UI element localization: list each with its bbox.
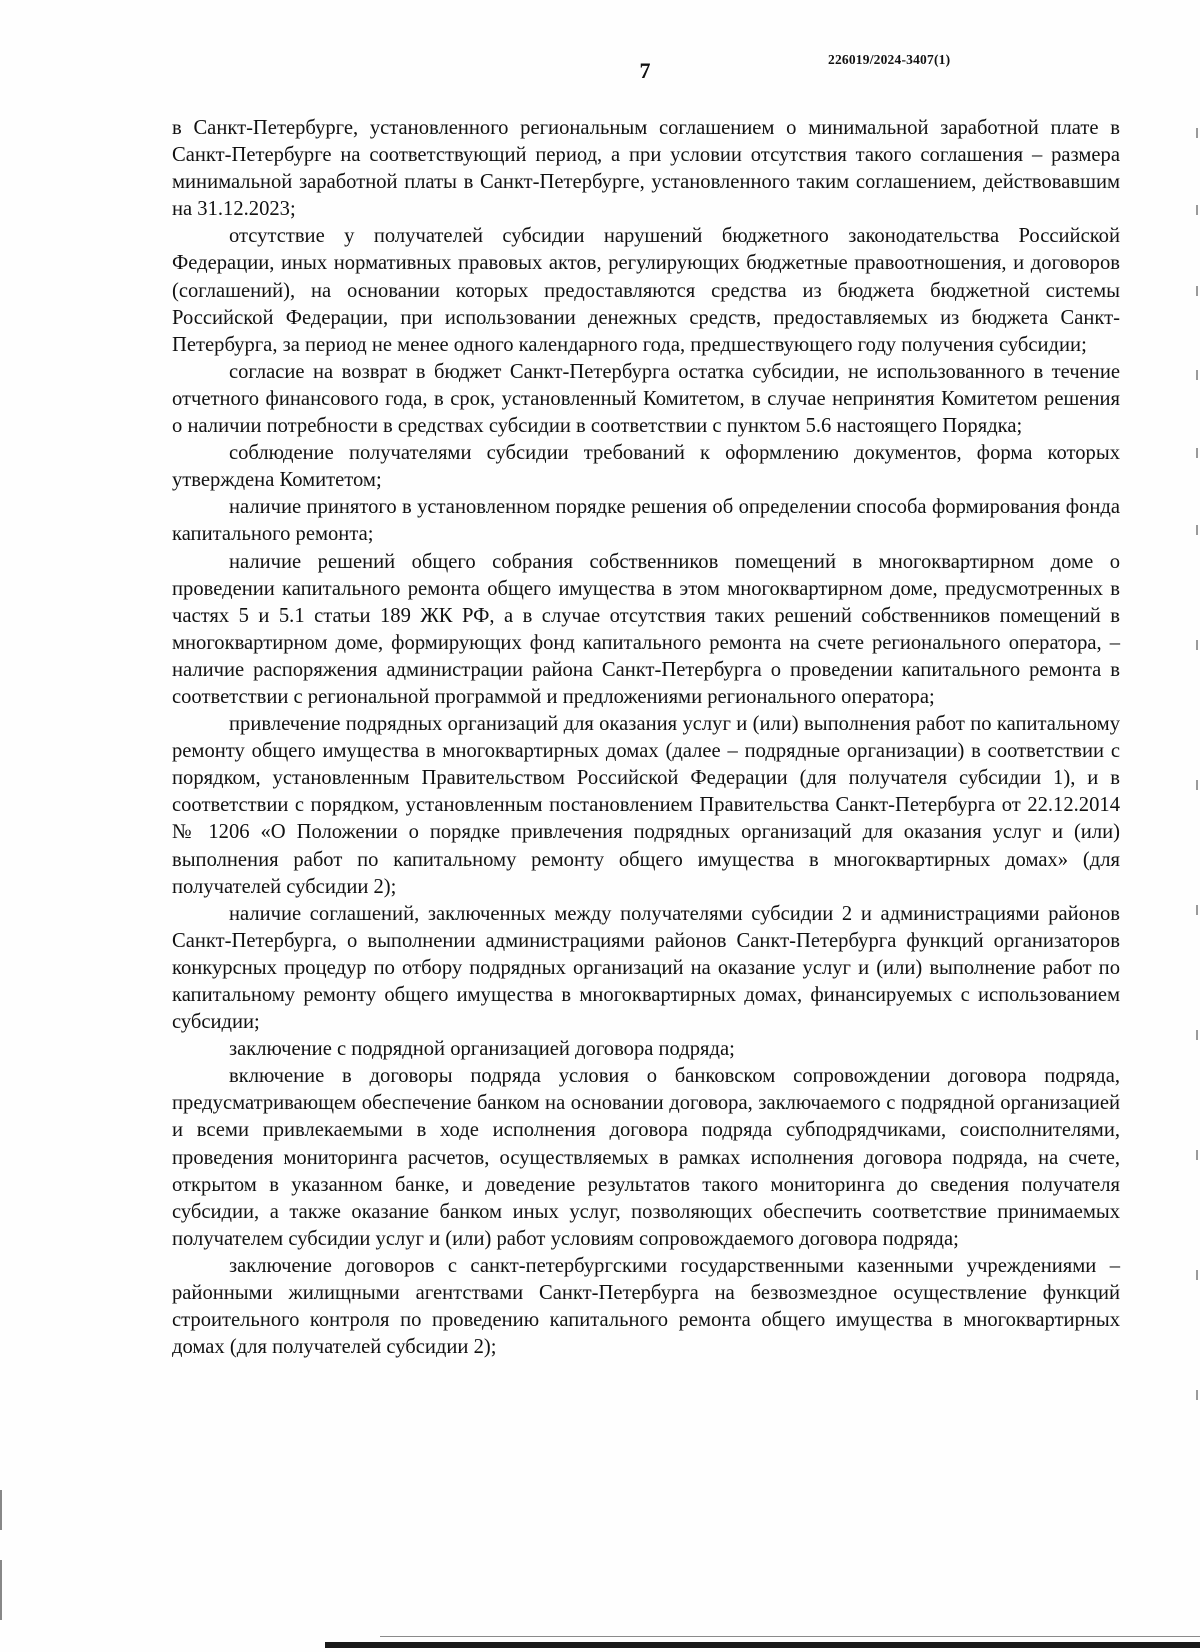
scan-margin-mark	[1196, 780, 1198, 790]
paragraph-6: наличие решений общего собрания собственников помещений в многоквартирном доме о проведении капитального ремонта общего имущества в этом многоквартирном доме, предусмотренных в частях 5 и 5.1 статьи 189 ЖК РФ, а в случае отсутствия таких решений собственников помещений в многоквартирном доме, формирующих фонд капитального ремонта на счете регионального оператора, – наличие распоряжения администрации района Санкт-Петербурга о проведении капитального ремонта в соответствии с региональной программой и предложениями регионального оператора;	[172, 550, 1120, 708]
scan-margin-mark	[1196, 448, 1198, 458]
paragraph-11: заключение договоров с санкт-петербургскими государственными казенными учреждениями – районными жилищными агентствами Санкт-Петербурга на безвозмездное осуществление функций строительного контроля по проведению капитального ремонта общего имущества в многоквартирных домах (для получателей субсидии 2);	[172, 1254, 1120, 1359]
scan-margin-mark	[1196, 640, 1198, 650]
paragraph-3: согласие на возврат в бюджет Санкт-Петербурга остатка субсидии, не использованного в течение отчетного финансового года, в срок, установленный Комитетом, в случае непринятия Комитетом решения о наличии потребности в средствах субсидии в соответствии с пунктом 5.6 настоящего Порядка;	[172, 360, 1120, 438]
paragraph-7: привлечение подрядных организаций для оказания услуг и (или) выполнения работ по капитальному ремонту общего имущества в многоквартирных домах (далее – подрядные организации) в соответствии с порядком, установленным Правительством Российской Федерации (для получателя субсидии 1), и в соответствии с порядком, установленным постановлением Правительства Санкт-Петербурга от 22.12.2014 № 1206 «О Положении о порядке привлечения подрядных организаций для оказания услуг и (или) выполнения работ по капитальному ремонту общего имущества в многоквартирных домах» (для получателей субсидии 2);	[172, 713, 1120, 898]
paragraph-8: наличие соглашений, заключенных между получателями субсидии 2 и администрациями районов Санкт-Петербурга, о выполнении администрациями районов Санкт-Петербурга функций организаторов конкурсных процедур по отбору подрядных организаций на оказание услуг и (или) выполнение работ по капитальному ремонту общего имущества в многоквартирных домах, финансируемых с использованием субсидии;	[172, 902, 1120, 1034]
scan-margin-mark	[1196, 1150, 1198, 1160]
scan-bottom-edge	[325, 1642, 1200, 1648]
scan-margin-mark	[1196, 1270, 1198, 1280]
scan-margin-mark	[1196, 370, 1198, 380]
scan-margin-mark	[1196, 205, 1198, 215]
scan-margin-mark	[1196, 525, 1198, 535]
scan-edge-mark	[0, 1490, 2, 1530]
document-body	[172, 115, 1120, 1361]
scan-margin-mark	[1196, 1030, 1198, 1040]
scan-margin-mark	[1196, 128, 1198, 138]
paragraph-2: отсутствие у получателей субсидии нарушений бюджетного законодательства Российской Федерации, иных нормативных правовых актов, регулирующих бюджетные правоотношения, и договоров (соглашений), на основании которых предоставляются средства из бюджета бюджетной системы Российской Федерации, при использовании денежных средств, предоставляемых из бюджета Санкт-Петербурга, за период не менее одного календарного года, предшествующего году получения субсидии;	[172, 225, 1120, 356]
page-number: 7	[639, 58, 651, 83]
document-registration-number: 226019/2024-3407(1)	[828, 52, 951, 67]
paragraph-5: наличие принятого в установленном порядке решения об определении способа формирования фонда капитального ремонта;	[172, 496, 1120, 546]
paragraph-9: заключение с подрядной организацией договора подряда;	[229, 1038, 735, 1061]
scan-bottom-line	[380, 1636, 1200, 1637]
scan-margin-mark	[1196, 1390, 1198, 1400]
scan-margin-mark	[1196, 286, 1198, 296]
scan-edge-mark	[0, 1560, 2, 1620]
scan-margin-mark	[1196, 905, 1198, 915]
paragraph-4: соблюдение получателями субсидии требований к оформлению документов, форма которых утверждена Комитетом;	[172, 442, 1120, 492]
paragraph-10: включение в договоры подряда условия о банковском сопровождении договора подряда, предусматривающем обеспечение банком на основании договора, заключаемого с подрядной организацией и всеми привлекаемыми в ходе исполнения договора подряда субподрядчиками, соисполнителями, проведения мониторинга расчетов, осуществляемых в рамках исполнения договора подряда, на счете, открытом в указанном банке, и доведение результатов такого мониторинга до сведения получателя субсидии, а также оказание банком иных услуг, позволяющих обеспечить соответствие принимаемых получателем субсидии услуг и (или) работ условиям сопровождаемого договора подряда;	[172, 1065, 1120, 1250]
paragraph-1: в Санкт-Петербурге, установленного региональным соглашением о минимальной заработной плате в Санкт-Петербурге на соответствующий период, а при условии отсутствия такого соглашения – размера минимальной заработной платы в Санкт-Петербурге, установленного таким соглашением, действовавшим на 31.12.2023;	[172, 117, 1120, 221]
